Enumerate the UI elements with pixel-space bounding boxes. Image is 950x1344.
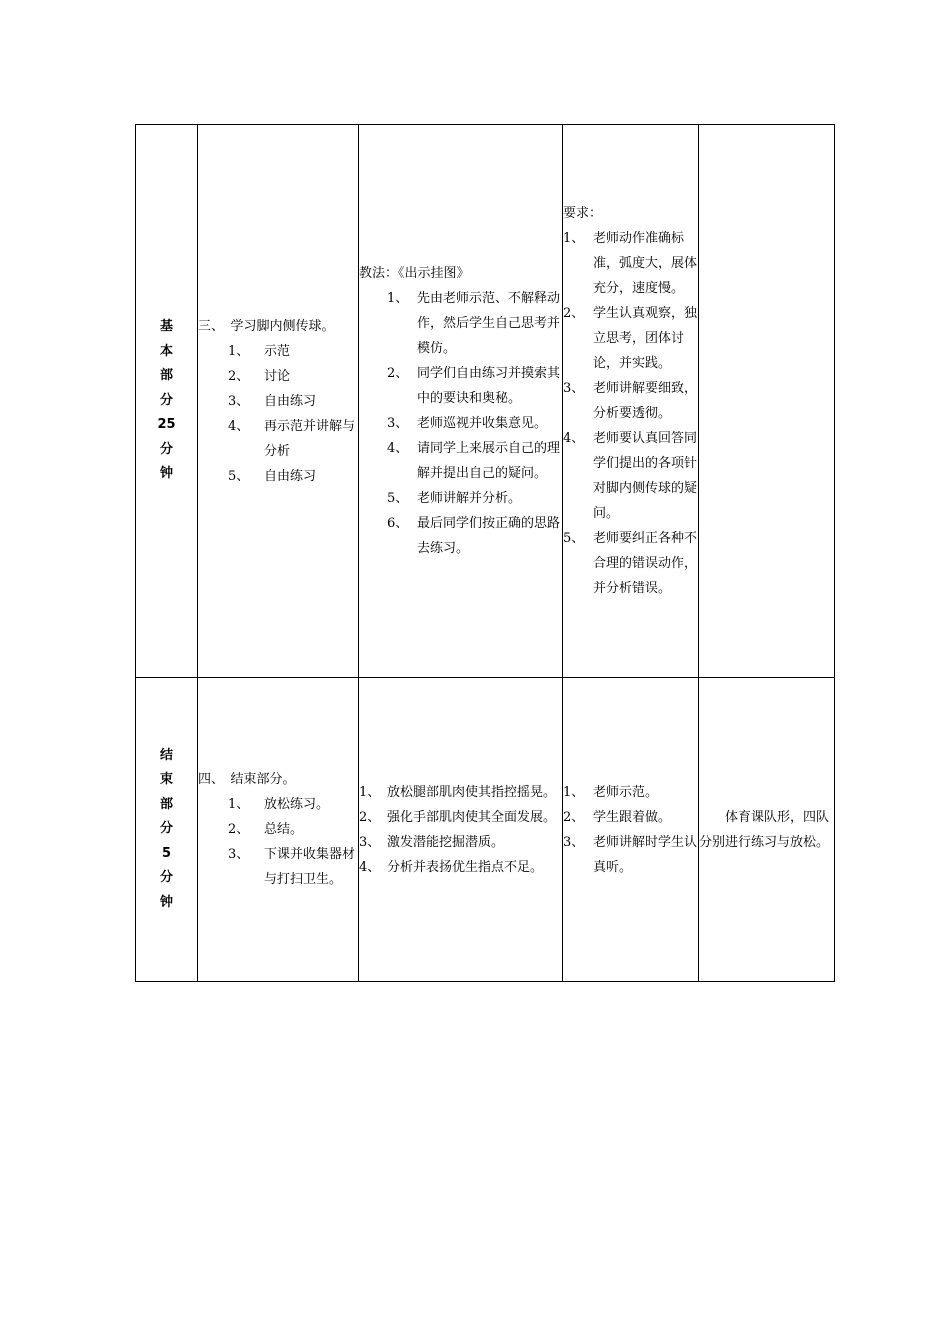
requirement-list [563,226,698,601]
list-item: 5、 自由练习 [228,468,317,484]
method-cell-ending [359,678,563,982]
list-item: 1、 示范 [228,343,291,359]
content-cell-basic [198,125,359,678]
list-item: 6、 最后同学们按正确的思路去练习。 [387,516,561,556]
content-cell-ending [198,678,359,982]
list-item: 3、 下课并收集器材与打扫卫生。 [228,847,356,887]
list-item: 2、 学生跟着做。 [563,809,672,825]
list-item: 4、 请同学上来展示自己的理解并提出自己的疑问。 [387,441,561,481]
method-list [359,780,562,880]
method-cell-basic [359,125,563,678]
list-item: 1、 老师示范。 [563,784,659,800]
organization-cell-basic [699,125,835,678]
lesson-plan-table [135,124,835,982]
list-item: 2、 讨论 [228,368,291,384]
content-list [198,792,358,892]
list-item: 2、 同学们自由练习并摸索其中的要诀和奥秘。 [387,366,561,406]
list-item: 3、 老师讲解时学生认真听。 [563,834,698,875]
list-item: 2、 强化手部肌肉使其全面发展。 [359,809,557,825]
list-item: 3、 激发潜能挖掘潜质。 [359,834,505,850]
part-label-basic: 基 本 部 分 25 分 钟 [136,125,198,678]
content-title: 三、 学习脚内侧传球。 [198,318,335,334]
requirement-list [563,780,698,880]
content-title: 四、 结束部分。 [198,772,296,787]
list-item: 1、 先由老师示范、不解释动作，然后学生自己思考并模仿。 [387,291,561,356]
list-item: 5、 老师要纠正各种不合理的错误动作，并分析错误。 [563,531,698,596]
list-item: 4、 分析并表扬优生指点不足。 [359,859,544,875]
list-item: 1、 放松练习。 [228,797,330,812]
requirement-cell-ending [563,678,699,982]
method-title: 教法：《出示挂图》 [359,266,470,281]
list-item: 1、 老师动作准确标准，弧度大，展体充分，速度慢。 [563,231,698,296]
table-row-basic-part [136,125,835,678]
method-list [359,286,562,561]
list-item: 5、 老师讲解并分析。 [387,491,522,506]
organization-cell-ending: 体育课队形，四队分别进行练习与放松。 [699,678,835,982]
list-item: 4、 老师要认真回答同学们提出的各项针对脚内侧传球的疑问。 [563,431,698,521]
list-item: 2、 学生认真观察，独立思考，团体讨论，并实践。 [563,306,698,371]
list-item: 2、 总结。 [228,822,304,837]
list-item: 3、 老师讲解要细致，分析要透彻。 [563,381,698,421]
list-item: 3、 自由练习 [228,393,317,409]
list-item: 4、 再示范并讲解与分析 [228,418,356,459]
list-item: 3、 老师巡视并收集意见。 [387,416,548,431]
content-list [198,339,358,489]
requirement-title: 要求： [563,206,603,221]
list-item: 1、 放松腿部肌肉使其指控摇晃。 [359,784,557,800]
requirement-cell-basic [563,125,699,678]
part-label-ending: 结 束 部 分 5 分 钟 [136,678,198,982]
table-row-ending-part [136,678,835,982]
